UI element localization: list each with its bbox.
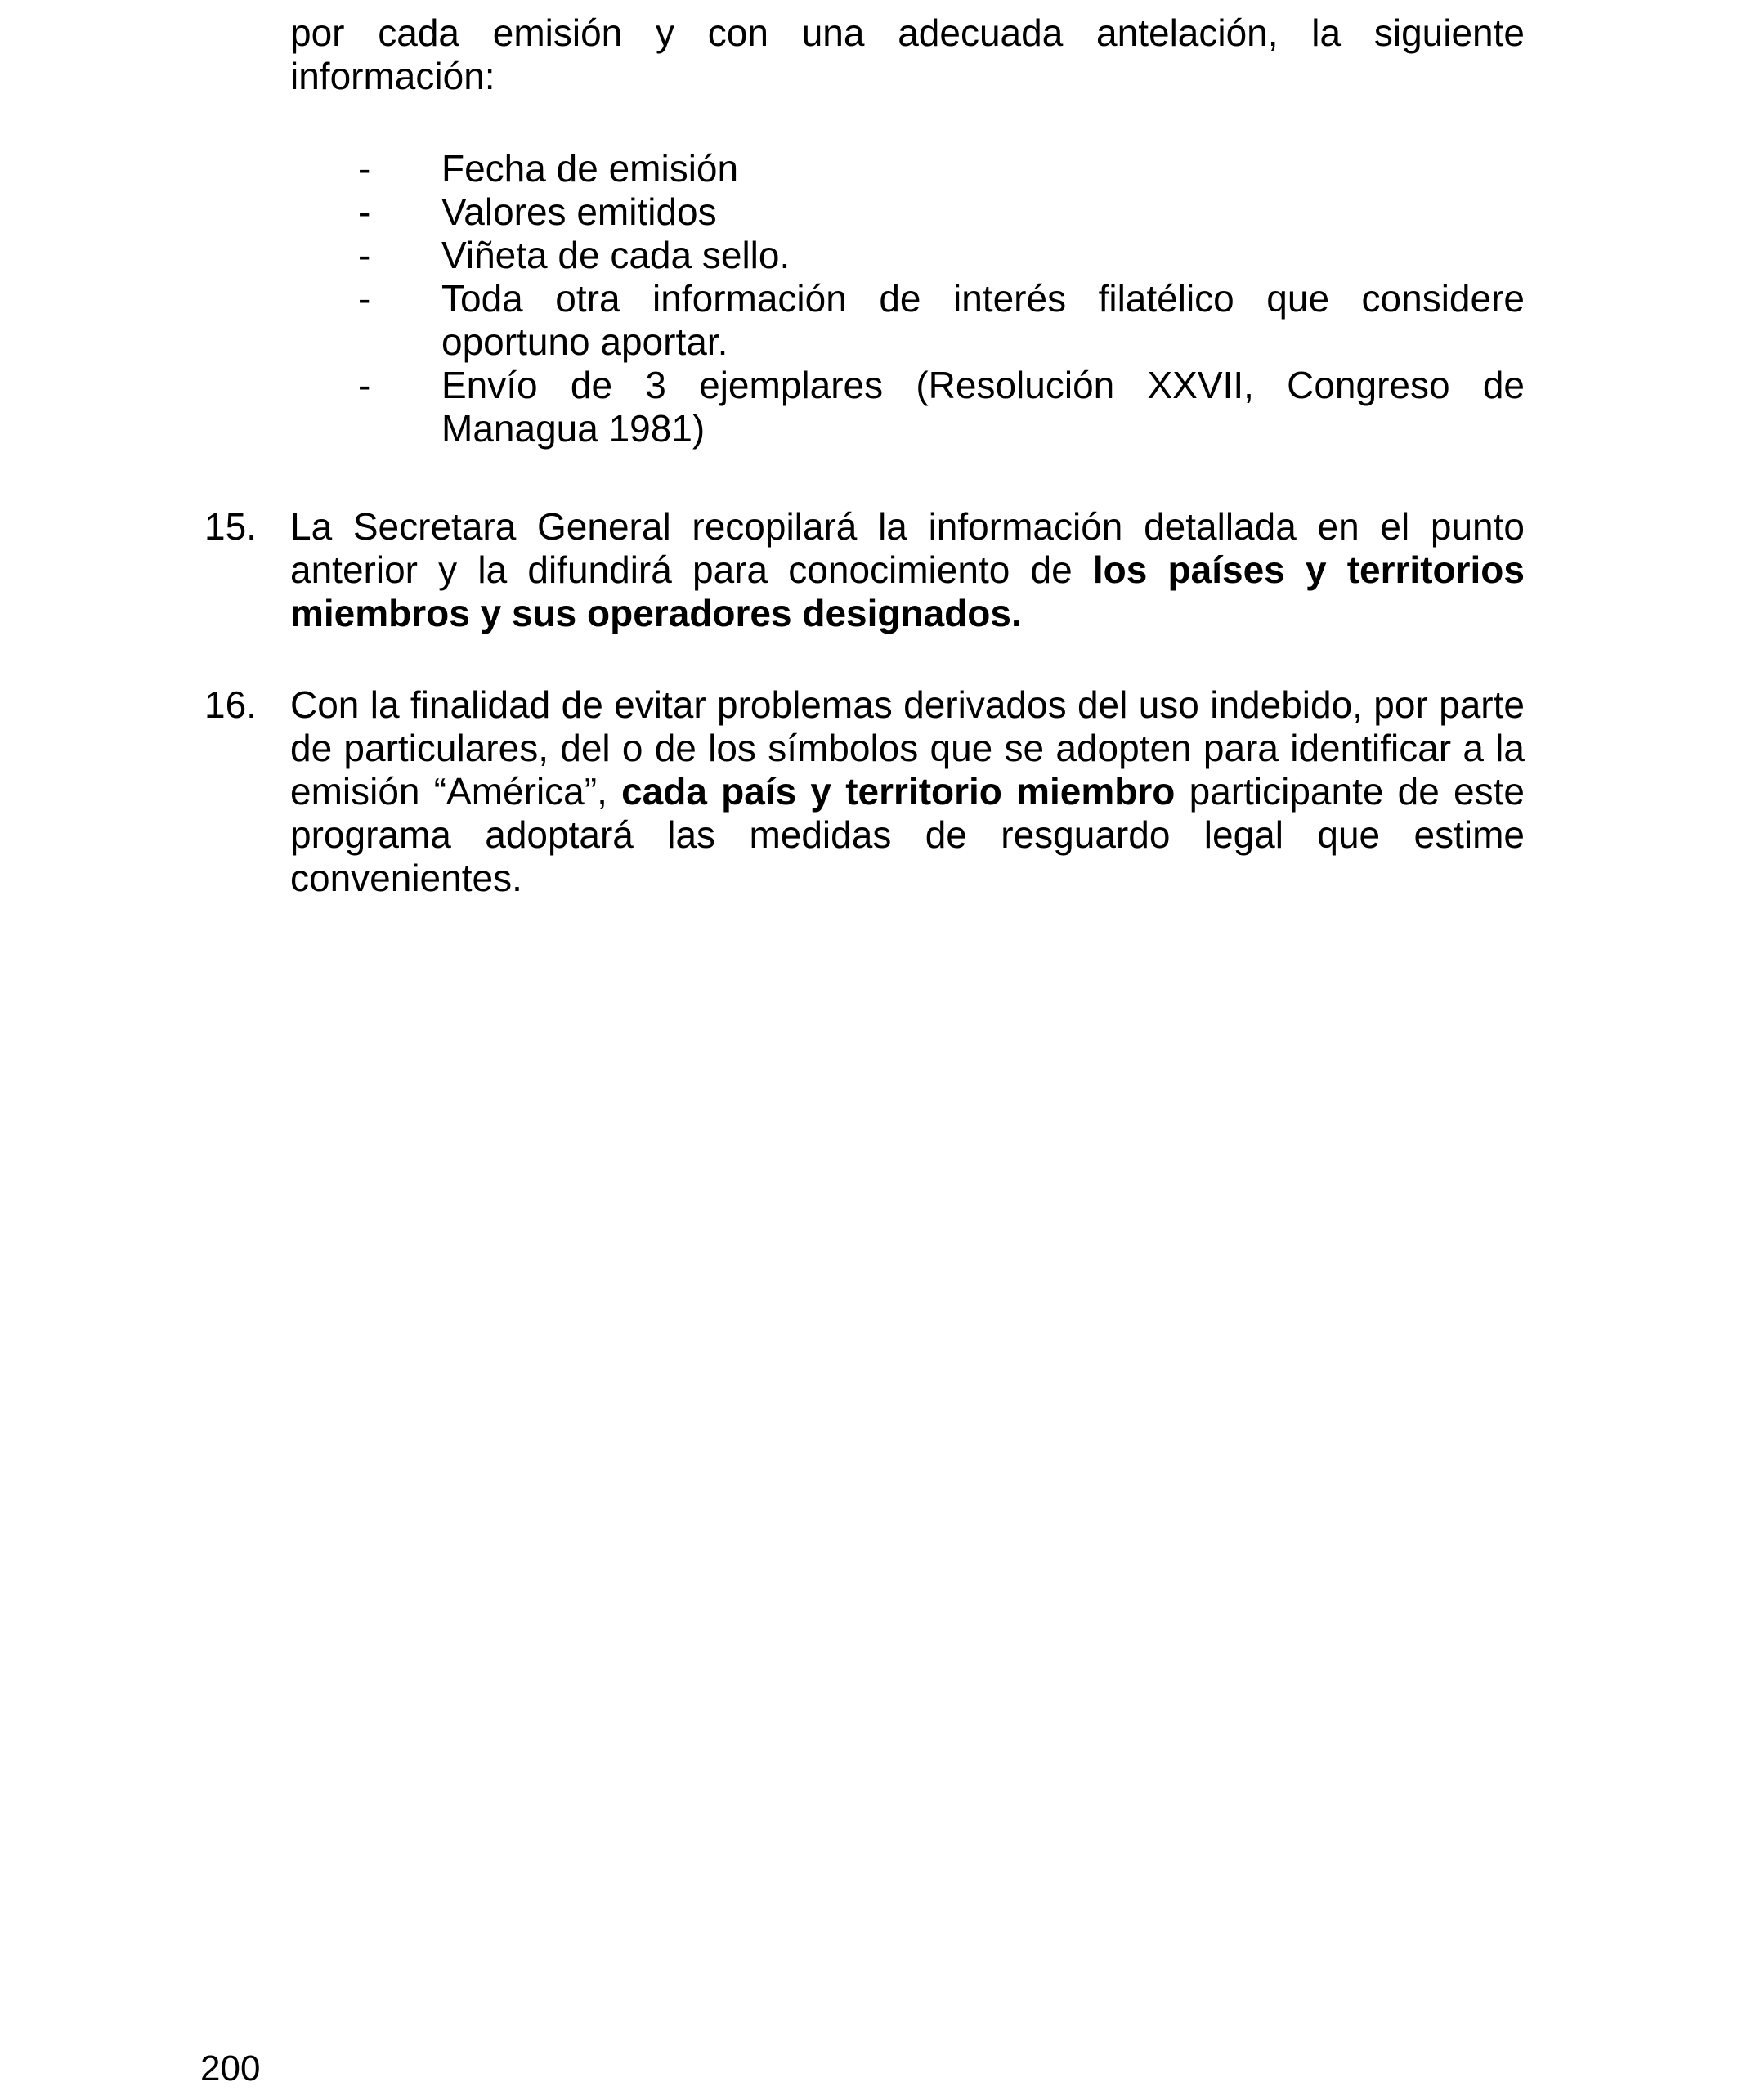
- item-number: 15.: [204, 505, 257, 548]
- item-text-regular: Con la finalidad de evitar problemas derivados del uso indebido, por parte de particulares, del o de los símbolos que se adopten para identificar a la emisión “América”,: [290, 683, 1525, 813]
- item-number: 16.: [204, 683, 257, 726]
- bullet-text: Valores emitidos: [441, 190, 717, 233]
- bullet-text: Fecha de emisión: [441, 147, 739, 190]
- bullet-marker: -: [358, 234, 371, 276]
- numbered-item-16: [204, 683, 1525, 900]
- bullet-marker: -: [358, 190, 371, 233]
- item-text-tail: participante de este programa adoptará las medidas de resguardo legal que estime convenientes.: [290, 770, 1525, 899]
- item-text-bold: los países y territorios miembros y sus operadores designados.: [290, 549, 1525, 634]
- bullet-text: Viñeta de cada sello.: [441, 234, 791, 276]
- item-text-bold: cada país y territorio miembro: [621, 770, 1176, 813]
- info-bullet-list: [358, 147, 1525, 450]
- item-body: [290, 683, 1525, 900]
- bullet-item: [358, 190, 1525, 234]
- item-body: [290, 505, 1525, 635]
- intro-paragraph: por cada emisión y con una adecuada antelación, la siguiente información:: [290, 11, 1525, 97]
- item-text-regular: La Secretara General recopilará la información detallada en el punto anterior y la difundirá para conocimiento de: [290, 505, 1525, 591]
- bullet-item: [358, 277, 1525, 364]
- bullet-text: Envío de 3 ejemplares (Resolución XXVII, Congreso de Managua 1981): [441, 364, 1525, 450]
- bullet-text: Toda otra información de interés filatélico que considere oportuno aportar.: [441, 277, 1525, 363]
- bullet-item: [358, 234, 1525, 277]
- bullet-marker: -: [358, 277, 371, 320]
- bullet-marker: -: [358, 147, 371, 190]
- bullet-item: [358, 147, 1525, 190]
- bullet-item: [358, 364, 1525, 450]
- page-number: 200: [200, 2049, 261, 2089]
- numbered-item-15: [204, 505, 1525, 635]
- bullet-marker: -: [358, 364, 371, 406]
